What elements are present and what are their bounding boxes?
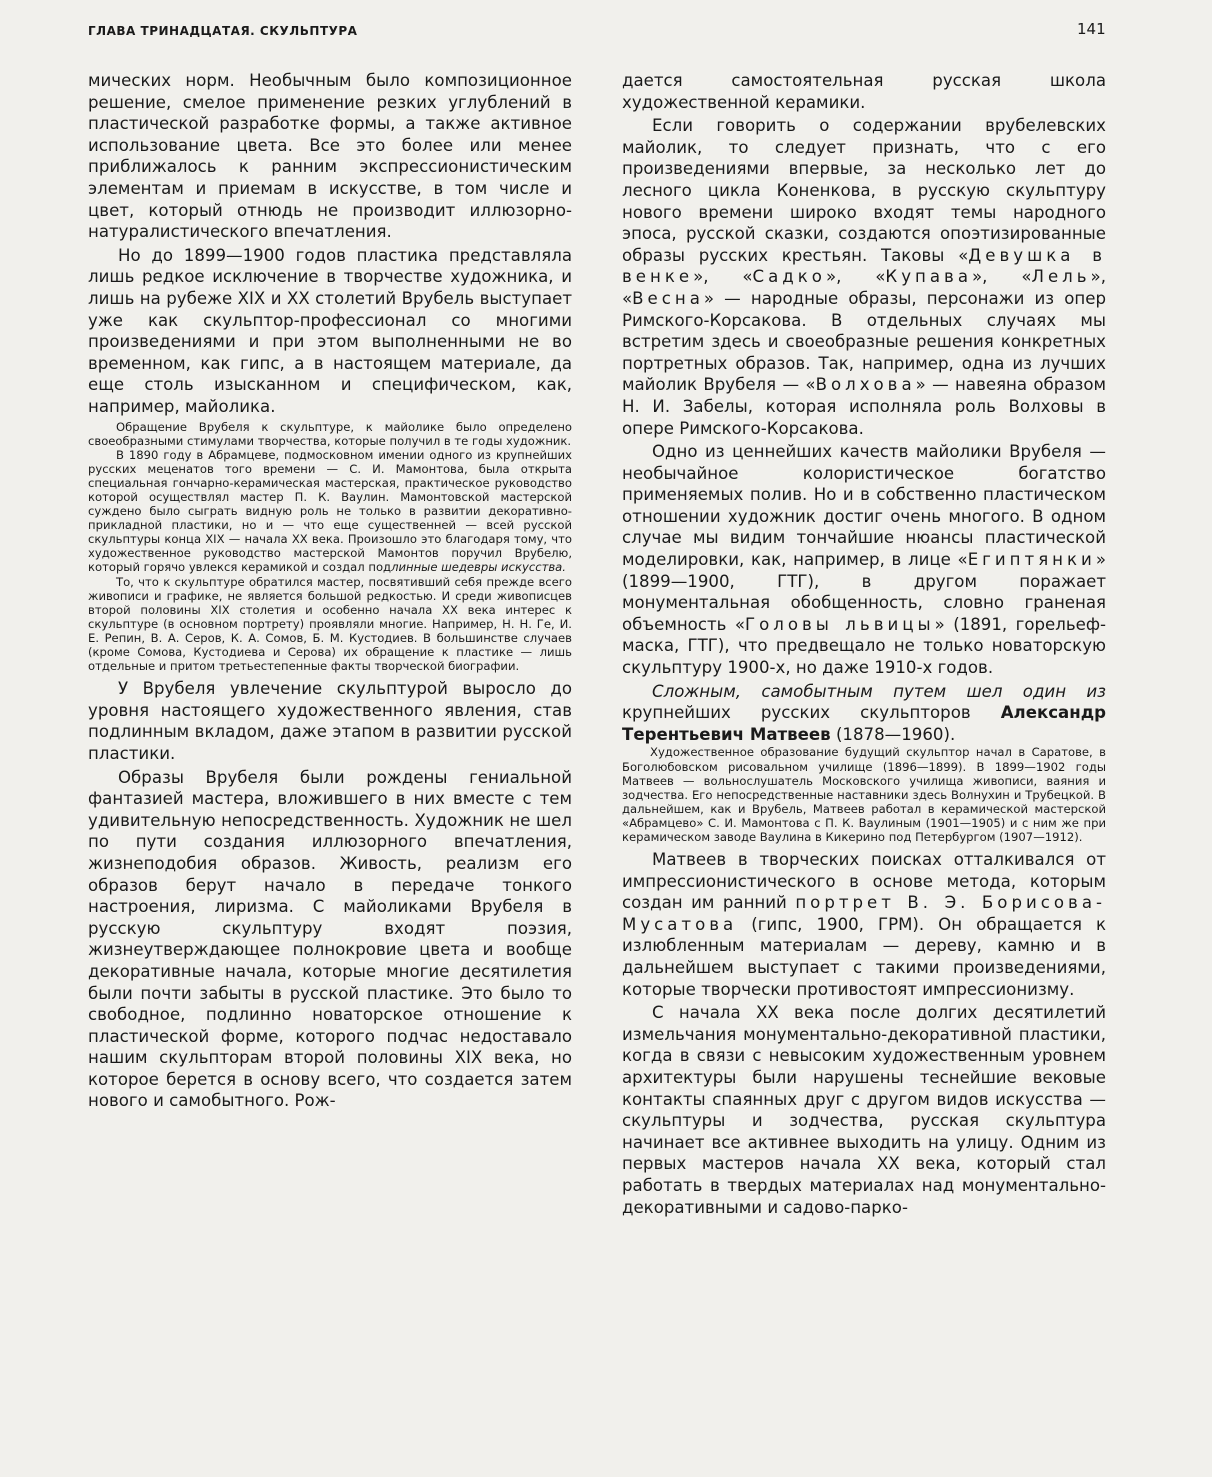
work-title: портрет В. Э. Борисова-Мусатова [622, 893, 1106, 934]
work-title: Головы львицы [744, 614, 935, 634]
paragraph: Но до 1899—1900 годов пластика представляла лишь редкое исключение в творчестве художника, и лишь на рубеже XIX и XX столетий Врубель выступает уже как скульптор-профессионал со многими произведениями и при этом выполненными не во временном, как гипс, а в настоящем материале, да еще столь изысканном и специфическом, как, например, майолика. [88, 245, 572, 416]
paragraph: У Врубеля увлечение скульптурой выросло до уровня настоящего художественного явления, став подлинным вкладом, даже этапом в развитии русской пластики. [88, 679, 572, 763]
text: Матвеев в творческих поисках отталкивался от импрессионистического в основе метода, которым создан им ранний [622, 850, 1106, 913]
text: (гипс, 1900, ГРМ). Он обращается к излюбленным материалам — дереву, камню и в дальнейшем выступает с такими произведениями, которые творчески противостоят импрессионизму. [622, 914, 1106, 999]
text: » (1899—1900, ГТГ), в другом поражает монументальная обобщенность, словно граненая объемность « [622, 550, 1106, 634]
text: » (1891, горельеф-маска, ГТГ), что предвещало не только новаторскую скульптуру 1900-х, но даже 1910-х годов. [622, 614, 1106, 678]
italic-text: линные шедевры искусства. [391, 560, 566, 575]
small-paragraph: То, что к скульптуре обратился мастер, посвятивший себя прежде всего живописи и графике, не является большой редкостью. И среди живописцев второй половины XIX столетия и особенно начала XX века интерес к скульптуре (в основном портрету) проявляли многие. Например, Н. Н. Ге, И. Е. Репин, В. А. Серов, К. А. Сомов, Б. М. Кустодиев. В большинстве случаев (кроме Сомова, Кустодиева и Серова) их обращение к пластике — лишь отдельные и притом третьестепенные факты творческой биографии. [88, 574, 572, 674]
text: » — народные образы, персонажи из опер Римского-Корсакова. В отдельных случаях мы встретим здесь и своеобразные решения конкретных портретных образов. Так, например, одна из лучших майолик Врубеля — « [622, 288, 1106, 395]
paragraph: дается самостоятельная русская школа художественной керамики. [622, 71, 1106, 112]
text: крупнейших русских скульпторов [622, 703, 1001, 723]
work-title: Волхова [815, 375, 916, 395]
work-title: Весна [632, 288, 704, 308]
paragraph: мических норм. Необычным было композиционное решение, смелое применение резких углублений в пластической разработке формы, а также активное использование цвета. Все это более или менее приближалось к ранним экспрессионистическим элементам и приемам в искусстве, в том числе и цвет, который отнюдь не производит иллюзорно-натуралистического впечатления. [88, 71, 572, 242]
sculptor-name: Александр Терентьевич Матвеев [622, 703, 1106, 744]
small-paragraph: Обращение Врубеля к скульптуре, к майолике было определено своеобразными стимулами творчества, которые получил в те годы художник. [88, 419, 572, 448]
paragraph [622, 441, 1106, 679]
small-paragraph: Художественное образование будущий скульптор начал в Саратове, в Боголюбовском рисовальном училище (1896—1899). В 1899—1902 годы Матвеев — вольнослушатель Московского училища живописи, ваяния и зодчества. Его непосредственные наставники здесь Волнухин и Трубецкой. В дальнейшем, как и Врубель, Матвеев работал в керамической мастерской «Абрамцево» С. И. Мамонтова с П. К. Ваулиным (1901—1905) и с ним же при керамическом заводе Ваулина в Кикерино под Петербургом (1907—1912). [622, 745, 1106, 844]
text: Одно из ценнейших качеств майолики Врубеля — необычайное колористическое богатство применяемых полив. Но и в собственно пластическом отношении художник достиг очень многого. В одном случае мы видим тончайшие нюансы пластической моделировки, как, например, в лице « [622, 442, 1106, 570]
text: », « [693, 267, 753, 287]
page-number: 141 [1077, 20, 1106, 38]
text: (1878—1960). [830, 724, 956, 744]
text: » — навеяна образом Н. И. Забелы, которая исполняла роль Волховы в опере Римского-Корсакова. [622, 375, 1106, 438]
work-title: Садко [752, 267, 826, 287]
text: Если говорить о содержании врубелевских майолик, то следует признать, что с его произведениями впервые, за несколько лет до лесного цикла Коненкова, в русскую скульптуру нового времени широко входят темы народного эпоса, русской сказки, создаются опоэтизированные образы русских крестьян. Таковы « [622, 116, 1106, 265]
work-title: Купава [885, 267, 972, 287]
work-title: Египтянки [967, 550, 1096, 570]
paragraph [622, 681, 1106, 746]
text: », « [622, 267, 1106, 308]
paragraph: Образы Врубеля были рождены гениальной фантазией мастера, вложившего в них вместе с тем удивительную непосредственность. Художник не шел по пути создания иллюзорного впечатления, жизнеподобия образов. Живость, реализм его образов берут начало в передаче тонкого настроения, лиризма. С майоликами Врубеля в русскую скульптуру входят поэзия, жизнеутверждающее полнокровие цвета и вообще декоративные начала, которые многие десятилетия были почти забыты в русской пластике. Это было то свободное, подлинно новаторское отношение к пластической форме, которого подчас недоставало нашим скульпторам второй половины XIX века, но которое берется в основу всего, что создается затем нового и самобытного. Рож- [88, 767, 572, 1111]
small-text: В 1890 году в Абрамцеве, подмосковном имении одного из крупнейших русских меценатов того времени — С. И. Мамонтова, была открыта специальная гончарно-керамическая мастерская, практическое руководство которой осуществлял мастер П. К. Ваулин. Мамонтовской мастерской суждено было сыграть видную роль не только в развитии декоративно-прикладной пластики, но и — что еще существенней — всей русской скульптуры конца XIX — начала XX века. Произошло это благодаря тому, что художественное руководство мастерской Мамонтов поручил Врубелю, который горячо увлекся керамикой и создал под [88, 447, 572, 575]
text: », « [972, 267, 1032, 287]
chapter-header: ГЛАВА ТРИНАДЦАТАЯ. СКУЛЬПТУРА [88, 24, 358, 38]
work-title: Девушка в венке [622, 245, 1106, 287]
paragraph: С начала XX века после долгих десятилетий измельчания монументально-декоративной пластики, когда в связи с невысоким художественным уровнем архитектуры были нарушены теснейшие вековые контакты спаянных друг с другом видов искусства — скульптуры и зодчества, русская скульптура начинает все активнее выходить на улицу. Одним из первых мастеров начала XX века, который стал работать в твердых материалах над монументально-декоративными и садово-парко- [622, 1003, 1106, 1217]
right-column [622, 70, 1106, 1218]
paragraph [622, 849, 1106, 1000]
paragraph [622, 115, 1106, 439]
italic-text: Сложным, самобытным путем шел один из [652, 681, 1106, 701]
left-column [88, 70, 572, 1112]
work-title: Лель [1031, 267, 1091, 287]
text: », « [825, 267, 886, 287]
small-paragraph [88, 448, 572, 575]
